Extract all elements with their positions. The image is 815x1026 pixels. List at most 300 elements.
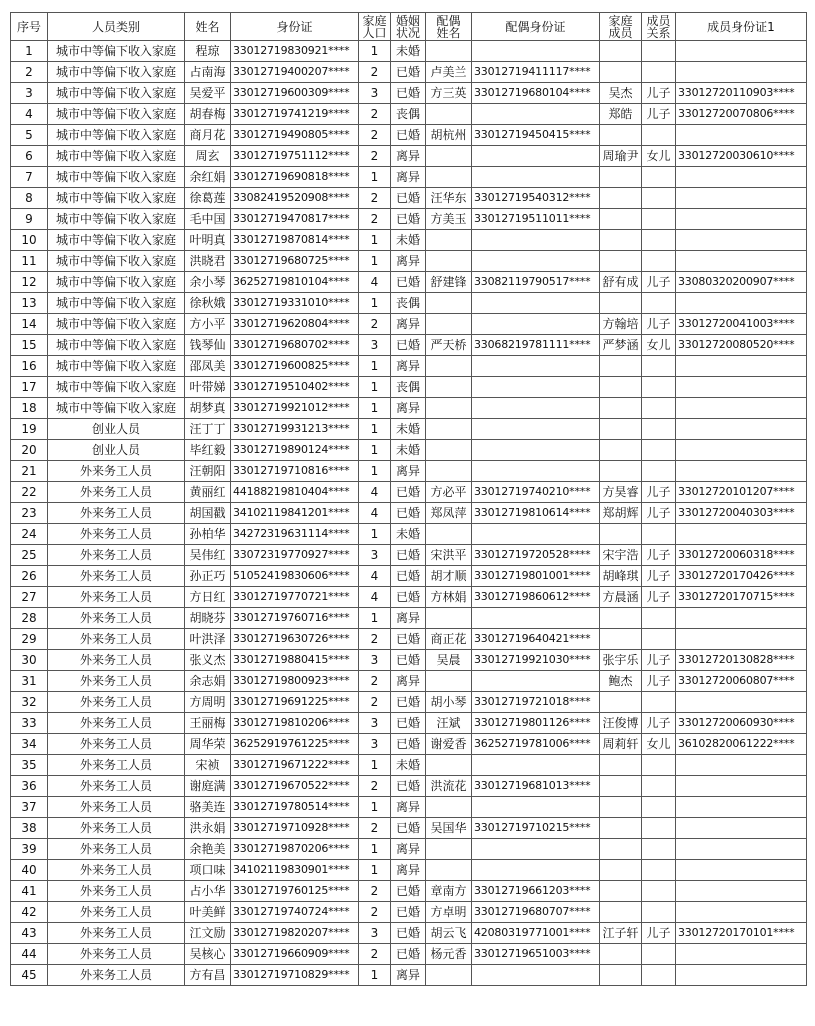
cell-spouse-name: [426, 839, 472, 860]
cell-name: 孙柏华: [185, 524, 231, 545]
cell-index: 27: [11, 587, 48, 608]
cell-category: 城市中等偏下收入家庭: [48, 272, 185, 293]
cell-index: 22: [11, 482, 48, 503]
cell-name: 洪永娟: [185, 818, 231, 839]
cell-member-relation: [642, 419, 676, 440]
header-household-size: 家庭人口: [359, 13, 391, 41]
cell-member-id: [676, 860, 807, 881]
cell-category: 外来务工人员: [48, 734, 185, 755]
cell-name: 毛中国: [185, 209, 231, 230]
cell-spouse-id: 33012719721018****: [472, 692, 600, 713]
cell-spouse-id: [472, 293, 600, 314]
table-row: [11, 293, 807, 314]
cell-household-size: 3: [359, 713, 391, 734]
cell-spouse-name: 方三英: [426, 83, 472, 104]
table-row: [11, 566, 807, 587]
cell-family-member: [600, 440, 642, 461]
cell-household-size: 4: [359, 566, 391, 587]
cell-index: 40: [11, 860, 48, 881]
cell-member-relation: 儿子: [642, 104, 676, 125]
cell-family-member: [600, 230, 642, 251]
cell-household-size: 1: [359, 755, 391, 776]
cell-member-relation: 儿子: [642, 650, 676, 671]
cell-index: 3: [11, 83, 48, 104]
cell-family-member: [600, 398, 642, 419]
cell-family-member: [600, 188, 642, 209]
cell-name: 叶带娣: [185, 377, 231, 398]
cell-marital-status: 已婚: [391, 566, 426, 587]
header-member-relation: 成员关系: [642, 13, 676, 41]
cell-member-id: [676, 440, 807, 461]
table-row: [11, 671, 807, 692]
cell-member-id: 33012720070806****: [676, 104, 807, 125]
cell-marital-status: 已婚: [391, 713, 426, 734]
cell-category: 城市中等偏下收入家庭: [48, 146, 185, 167]
cell-household-size: 1: [359, 356, 391, 377]
cell-marital-status: 离异: [391, 608, 426, 629]
table-row: [11, 650, 807, 671]
cell-family-member: 郑胡辉: [600, 503, 642, 524]
cell-name: 宋祯: [185, 755, 231, 776]
cell-spouse-id: 33012719540312****: [472, 188, 600, 209]
cell-name: 胡梦真: [185, 398, 231, 419]
cell-spouse-id: 33012719680104****: [472, 83, 600, 104]
table-row: [11, 503, 807, 524]
cell-name: 徐秋娥: [185, 293, 231, 314]
cell-family-member: 汪俊博: [600, 713, 642, 734]
cell-family-member: [600, 293, 642, 314]
cell-id-number: 33012719921012****: [231, 398, 359, 419]
cell-household-size: 3: [359, 923, 391, 944]
header-category: 人员类别: [48, 13, 185, 41]
cell-member-relation: [642, 860, 676, 881]
cell-spouse-name: [426, 419, 472, 440]
cell-id-number: 51052419830606****: [231, 566, 359, 587]
cell-spouse-name: 洪流花: [426, 776, 472, 797]
cell-marital-status: 离异: [391, 839, 426, 860]
cell-household-size: 2: [359, 776, 391, 797]
header-name: 姓名: [185, 13, 231, 41]
cell-name: 叶洪泽: [185, 629, 231, 650]
table-row: [11, 209, 807, 230]
cell-id-number: 33012719331010****: [231, 293, 359, 314]
cell-family-member: 江子轩: [600, 923, 642, 944]
cell-household-size: 3: [359, 650, 391, 671]
cell-category: 外来务工人员: [48, 776, 185, 797]
cell-name: 吴核心: [185, 944, 231, 965]
cell-member-id: [676, 419, 807, 440]
cell-spouse-name: [426, 461, 472, 482]
cell-id-number: 34102119841201****: [231, 503, 359, 524]
cell-index: 37: [11, 797, 48, 818]
cell-spouse-name: 方必平: [426, 482, 472, 503]
cell-spouse-id: [472, 251, 600, 272]
cell-spouse-id: 33012719860612****: [472, 587, 600, 608]
cell-family-member: [600, 209, 642, 230]
cell-id-number: 34102119830901****: [231, 860, 359, 881]
cell-index: 13: [11, 293, 48, 314]
table-row: [11, 797, 807, 818]
cell-name: 叶明真: [185, 230, 231, 251]
cell-member-id: 33012720080520****: [676, 335, 807, 356]
cell-spouse-id: [472, 839, 600, 860]
cell-id-number: 33072319770927****: [231, 545, 359, 566]
cell-spouse-id: [472, 671, 600, 692]
table-row: [11, 755, 807, 776]
cell-spouse-name: [426, 314, 472, 335]
cell-category: 城市中等偏下收入家庭: [48, 314, 185, 335]
cell-spouse-id: [472, 461, 600, 482]
cell-member-id: 33012720060807****: [676, 671, 807, 692]
cell-spouse-name: [426, 860, 472, 881]
cell-name: 叶美鲜: [185, 902, 231, 923]
cell-spouse-id: 33012719921030****: [472, 650, 600, 671]
cell-member-id: [676, 461, 807, 482]
cell-name: 方有昌: [185, 965, 231, 986]
cell-name: 吴爱平: [185, 83, 231, 104]
cell-member-relation: [642, 524, 676, 545]
cell-member-relation: [642, 818, 676, 839]
cell-spouse-id: [472, 398, 600, 419]
cell-id-number: 33012719890124****: [231, 440, 359, 461]
cell-category: 创业人员: [48, 419, 185, 440]
cell-spouse-name: 卢美兰: [426, 62, 472, 83]
cell-name: 洪晓君: [185, 251, 231, 272]
cell-spouse-id: 33012719710215****: [472, 818, 600, 839]
cell-marital-status: 已婚: [391, 587, 426, 608]
cell-family-member: [600, 377, 642, 398]
cell-marital-status: 未婚: [391, 524, 426, 545]
table-row: [11, 608, 807, 629]
cell-spouse-name: 胡杭州: [426, 125, 472, 146]
cell-category: 创业人员: [48, 440, 185, 461]
cell-family-member: [600, 881, 642, 902]
cell-member-relation: [642, 608, 676, 629]
cell-category: 外来务工人员: [48, 713, 185, 734]
cell-category: 城市中等偏下收入家庭: [48, 293, 185, 314]
table-row: [11, 734, 807, 755]
cell-household-size: 1: [359, 419, 391, 440]
cell-name: 吴伟红: [185, 545, 231, 566]
cell-household-size: 2: [359, 104, 391, 125]
table-row: [11, 482, 807, 503]
cell-id-number: 33012719820207****: [231, 923, 359, 944]
cell-family-member: [600, 167, 642, 188]
cell-marital-status: 已婚: [391, 83, 426, 104]
table-row: [11, 440, 807, 461]
cell-member-id: [676, 167, 807, 188]
cell-member-relation: [642, 251, 676, 272]
cell-marital-status: 丧偶: [391, 377, 426, 398]
cell-household-size: 1: [359, 41, 391, 62]
cell-index: 44: [11, 944, 48, 965]
cell-household-size: 1: [359, 608, 391, 629]
cell-family-member: [600, 608, 642, 629]
cell-id-number: 33012719671222****: [231, 755, 359, 776]
cell-household-size: 2: [359, 125, 391, 146]
cell-category: 外来务工人员: [48, 461, 185, 482]
cell-marital-status: 已婚: [391, 776, 426, 797]
cell-member-relation: [642, 461, 676, 482]
cell-spouse-name: 吴国华: [426, 818, 472, 839]
cell-member-id: 36102820061222****: [676, 734, 807, 755]
cell-family-member: [600, 839, 642, 860]
cell-category: 外来务工人员: [48, 692, 185, 713]
cell-spouse-name: 方卓明: [426, 902, 472, 923]
cell-marital-status: 离异: [391, 314, 426, 335]
cell-family-member: [600, 965, 642, 986]
cell-household-size: 1: [359, 461, 391, 482]
cell-id-number: 33012719510402****: [231, 377, 359, 398]
cell-spouse-id: 33012719680707****: [472, 902, 600, 923]
cell-category: 外来务工人员: [48, 650, 185, 671]
header-row: [11, 13, 807, 41]
cell-member-relation: [642, 398, 676, 419]
cell-marital-status: 已婚: [391, 692, 426, 713]
cell-member-relation: [642, 356, 676, 377]
cell-member-relation: 儿子: [642, 566, 676, 587]
cell-index: 39: [11, 839, 48, 860]
cell-marital-status: 已婚: [391, 734, 426, 755]
cell-category: 城市中等偏下收入家庭: [48, 188, 185, 209]
table-row: [11, 818, 807, 839]
cell-family-member: 吴杰: [600, 83, 642, 104]
cell-category: 外来务工人员: [48, 818, 185, 839]
cell-id-number: 36252919761225****: [231, 734, 359, 755]
cell-family-member: [600, 692, 642, 713]
cell-category: 城市中等偏下收入家庭: [48, 251, 185, 272]
cell-family-member: [600, 524, 642, 545]
cell-household-size: 4: [359, 587, 391, 608]
cell-member-id: 33012720040303****: [676, 503, 807, 524]
cell-marital-status: 已婚: [391, 125, 426, 146]
cell-spouse-name: [426, 293, 472, 314]
cell-member-relation: 儿子: [642, 482, 676, 503]
cell-member-relation: [642, 902, 676, 923]
cell-spouse-name: 杨元香: [426, 944, 472, 965]
cell-spouse-name: 吴晨: [426, 650, 472, 671]
cell-member-relation: 儿子: [642, 503, 676, 524]
cell-member-id: 33012720130828****: [676, 650, 807, 671]
cell-name: 汪朝阳: [185, 461, 231, 482]
cell-name: 周华荣: [185, 734, 231, 755]
cell-family-member: 张宇乐: [600, 650, 642, 671]
cell-spouse-name: 方林娟: [426, 587, 472, 608]
cell-id-number: 33012719691225****: [231, 692, 359, 713]
cell-member-relation: 儿子: [642, 83, 676, 104]
cell-index: 34: [11, 734, 48, 755]
cell-category: 城市中等偏下收入家庭: [48, 104, 185, 125]
cell-member-id: [676, 881, 807, 902]
cell-index: 15: [11, 335, 48, 356]
cell-spouse-id: 33012719810614****: [472, 503, 600, 524]
cell-index: 2: [11, 62, 48, 83]
header-id-number: 身份证: [231, 13, 359, 41]
cell-name: 方周明: [185, 692, 231, 713]
cell-index: 12: [11, 272, 48, 293]
cell-id-number: 33012719870206****: [231, 839, 359, 860]
cell-member-id: 33012720030610****: [676, 146, 807, 167]
table-row: [11, 272, 807, 293]
cell-household-size: 1: [359, 839, 391, 860]
cell-marital-status: 已婚: [391, 923, 426, 944]
cell-marital-status: 未婚: [391, 440, 426, 461]
table-row: [11, 713, 807, 734]
cell-id-number: 33012719810206****: [231, 713, 359, 734]
cell-family-member: 宋宇浩: [600, 545, 642, 566]
cell-member-relation: [642, 209, 676, 230]
cell-family-member: [600, 755, 642, 776]
cell-spouse-id: 33012719801126****: [472, 713, 600, 734]
cell-spouse-id: [472, 314, 600, 335]
cell-index: 29: [11, 629, 48, 650]
cell-marital-status: 已婚: [391, 944, 426, 965]
table-row: [11, 314, 807, 335]
cell-id-number: 44188219810404****: [231, 482, 359, 503]
cell-spouse-name: [426, 398, 472, 419]
cell-member-id: [676, 524, 807, 545]
cell-member-relation: [642, 188, 676, 209]
cell-spouse-name: [426, 230, 472, 251]
cell-spouse-name: [426, 146, 472, 167]
cell-spouse-id: 33012719801001****: [472, 566, 600, 587]
cell-member-relation: 儿子: [642, 272, 676, 293]
cell-spouse-id: [472, 440, 600, 461]
cell-member-id: [676, 188, 807, 209]
cell-member-relation: 儿子: [642, 713, 676, 734]
cell-id-number: 33012719670522****: [231, 776, 359, 797]
table-row: [11, 398, 807, 419]
header-member-id: 成员身份证1: [676, 13, 807, 41]
cell-name: 谢庭满: [185, 776, 231, 797]
cell-member-id: [676, 797, 807, 818]
cell-id-number: 33012719680702****: [231, 335, 359, 356]
cell-household-size: 2: [359, 146, 391, 167]
cell-id-number: 33012719600309****: [231, 83, 359, 104]
cell-member-relation: [642, 167, 676, 188]
cell-member-id: [676, 776, 807, 797]
cell-household-size: 1: [359, 524, 391, 545]
cell-category: 城市中等偏下收入家庭: [48, 335, 185, 356]
cell-member-id: 33012720170426****: [676, 566, 807, 587]
cell-name: 黄丽红: [185, 482, 231, 503]
cell-member-id: 33012720110903****: [676, 83, 807, 104]
cell-spouse-name: [426, 41, 472, 62]
cell-member-id: [676, 230, 807, 251]
cell-category: 城市中等偏下收入家庭: [48, 167, 185, 188]
cell-member-id: [676, 839, 807, 860]
table-row: [11, 545, 807, 566]
cell-spouse-id: 33068219781111****: [472, 335, 600, 356]
cell-household-size: 2: [359, 692, 391, 713]
table-row: [11, 944, 807, 965]
cell-id-number: 33012719780514****: [231, 797, 359, 818]
cell-family-member: 周莉轩: [600, 734, 642, 755]
cell-id-number: 33082419520908****: [231, 188, 359, 209]
header-spouse-name: 配偶姓名: [426, 13, 472, 41]
cell-spouse-id: 33012719450415****: [472, 125, 600, 146]
cell-spouse-id: 33012719740210****: [472, 482, 600, 503]
cell-household-size: 2: [359, 188, 391, 209]
cell-marital-status: 离异: [391, 671, 426, 692]
cell-spouse-id: [472, 41, 600, 62]
cell-spouse-name: [426, 524, 472, 545]
cell-family-member: [600, 818, 642, 839]
cell-id-number: 33012719680725****: [231, 251, 359, 272]
cell-member-relation: 儿子: [642, 314, 676, 335]
cell-marital-status: 已婚: [391, 902, 426, 923]
cell-category: 城市中等偏下收入家庭: [48, 356, 185, 377]
cell-id-number: 33012719800923****: [231, 671, 359, 692]
cell-household-size: 1: [359, 398, 391, 419]
cell-household-size: 2: [359, 314, 391, 335]
cell-category: 城市中等偏下收入家庭: [48, 62, 185, 83]
cell-category: 外来务工人员: [48, 608, 185, 629]
cell-family-member: [600, 776, 642, 797]
cell-marital-status: 已婚: [391, 545, 426, 566]
cell-member-id: 33012720101207****: [676, 482, 807, 503]
cell-spouse-name: [426, 755, 472, 776]
cell-household-size: 1: [359, 797, 391, 818]
cell-household-size: 3: [359, 734, 391, 755]
cell-family-member: [600, 251, 642, 272]
cell-spouse-name: [426, 440, 472, 461]
cell-id-number: 33012719470817****: [231, 209, 359, 230]
cell-category: 外来务工人员: [48, 524, 185, 545]
cell-member-id: [676, 251, 807, 272]
cell-name: 程琼: [185, 41, 231, 62]
cell-index: 8: [11, 188, 48, 209]
cell-family-member: [600, 797, 642, 818]
cell-family-member: 方昊睿: [600, 482, 642, 503]
cell-name: 毕红毅: [185, 440, 231, 461]
cell-household-size: 1: [359, 440, 391, 461]
header-marital-status: 婚姻状况: [391, 13, 426, 41]
cell-category: 城市中等偏下收入家庭: [48, 125, 185, 146]
table-body: [11, 41, 807, 986]
cell-marital-status: 已婚: [391, 272, 426, 293]
table-row: [11, 776, 807, 797]
cell-spouse-name: 胡云飞: [426, 923, 472, 944]
cell-spouse-name: [426, 608, 472, 629]
cell-name: 占南海: [185, 62, 231, 83]
cell-household-size: 1: [359, 293, 391, 314]
cell-name: 徐葛莲: [185, 188, 231, 209]
cell-marital-status: 未婚: [391, 419, 426, 440]
cell-spouse-id: 33012719511011****: [472, 209, 600, 230]
cell-member-relation: [642, 692, 676, 713]
cell-household-size: 3: [359, 335, 391, 356]
cell-household-size: 2: [359, 671, 391, 692]
cell-index: 25: [11, 545, 48, 566]
cell-member-relation: [642, 629, 676, 650]
table-row: [11, 41, 807, 62]
cell-id-number: 33012719710928****: [231, 818, 359, 839]
cell-member-relation: [642, 62, 676, 83]
cell-member-relation: 儿子: [642, 587, 676, 608]
cell-name: 张义杰: [185, 650, 231, 671]
cell-category: 外来务工人员: [48, 965, 185, 986]
cell-spouse-name: 章南方: [426, 881, 472, 902]
cell-name: 商月花: [185, 125, 231, 146]
resident-table: [10, 12, 807, 986]
cell-name: 方小平: [185, 314, 231, 335]
cell-household-size: 1: [359, 251, 391, 272]
cell-household-size: 2: [359, 62, 391, 83]
cell-member-id: [676, 293, 807, 314]
cell-id-number: 33012719870814****: [231, 230, 359, 251]
cell-marital-status: 已婚: [391, 62, 426, 83]
